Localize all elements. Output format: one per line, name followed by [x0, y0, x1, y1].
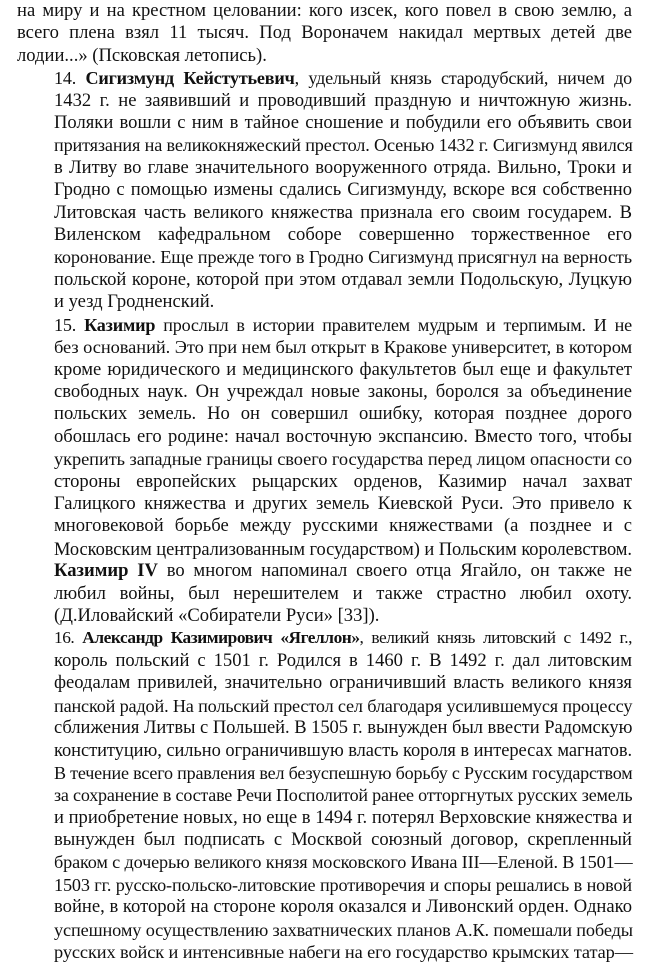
- text-line: [17, 224, 632, 246]
- text-line: [17, 829, 632, 851]
- text-line: [17, 941, 632, 963]
- paragraph-p-15: [17, 314, 632, 560]
- text-line: [17, 179, 632, 201]
- text-line: [17, 515, 632, 537]
- bold-name: Александр Казимирович «Ягеллон»: [82, 628, 360, 648]
- text-run: 1432 г. не заявивший и проводивший праздную и ничтожную жизнь.: [54, 89, 632, 111]
- text-line: [17, 403, 632, 425]
- text-line: [17, 90, 632, 112]
- text-run: В течение всего правления вел безуспешную борьбу с Русским государством: [54, 762, 633, 783]
- text-run: феодалам привилей, значительно ограничивший власть великого князя: [54, 672, 632, 694]
- text-line: [17, 919, 632, 941]
- text-line: [17, 739, 632, 761]
- text-run: коронование. Еще прежде того в Гродно Сигизмунд присягнул на верность: [54, 247, 632, 268]
- bold-name: Сигизмунд Кейстутьевич: [85, 68, 295, 89]
- text-run: панской радой. На польский престол сел благодаря усилившемуся процессу: [54, 695, 633, 716]
- text-line: [17, 851, 632, 873]
- text-line: [17, 695, 632, 717]
- text-line: [17, 359, 632, 381]
- text-line: [17, 0, 632, 22]
- text-line: [17, 538, 632, 560]
- text-line: [17, 650, 632, 672]
- text-run: сближения Литвы с Польшей. В 1505 г. вынужден был ввести Радомскую: [54, 718, 633, 738]
- text-run: король польский с 1501 г. Родился в 1460 г. В 1492 г. дал литовским: [54, 649, 632, 671]
- text-line: [17, 583, 632, 605]
- text-run: войне, в которой на стороне короля оказался и Ливонский орден. Однако: [54, 896, 632, 918]
- text-run: без оснований. Это при нем был открыт в Кракове университет, в котором: [54, 337, 633, 358]
- text-run: любил войны, был нерешителем и также страстно любил охоту.: [54, 582, 632, 604]
- text-run: 1503 гг. русско-польско-литовские противоречия и споры решались в новой: [54, 874, 632, 895]
- text-run: на миру и на крестном целовании: кого изсек, кого повел в свою землю, а: [17, 0, 632, 21]
- text-line: [17, 246, 632, 268]
- text-line: [17, 202, 632, 224]
- text-run: польских земель. Но он совершил ошибку, которая позднее дорого: [54, 403, 632, 425]
- text-run: , удельный князь стародубский, ничем до: [294, 68, 632, 89]
- text-line: [17, 426, 632, 448]
- text-run: всего плена взял 11 тысяч. Под Вороначем накидал мертвых детей две: [17, 22, 632, 44]
- text-run: 14.: [54, 68, 86, 89]
- text-run: Гродно с помощью измены сдались Сигизмунду, вскоре вся собственно: [54, 179, 632, 201]
- text-run: стороны европейских рыцарских орденов, Казимир начал захват: [54, 470, 632, 492]
- text-line: [17, 336, 632, 358]
- text-run: многовековой борьбе между русскими княжествами (а позднее и с: [54, 515, 632, 537]
- text-line: [17, 45, 632, 67]
- text-line: [17, 807, 632, 829]
- text-run: и уезд Гродненский.: [54, 291, 215, 313]
- paragraph-p-15b: [17, 560, 632, 627]
- text-run: русских войск и интенсивные набеги на его государство крымских татар—: [54, 942, 633, 963]
- text-run: и приобретение новых, но еще в 1494 г. потерял Верховские княжества и: [54, 806, 633, 828]
- text-run: конституцию, сильно ограничившую власть короля в интересах магнатов.: [54, 740, 633, 761]
- text-run: Литовская часть великого княжества признала его своим государем. В: [54, 201, 632, 223]
- text-run: кроме юридического и медицинского факультетов был еще и факультет: [54, 358, 632, 380]
- text-run: успешному осуществлению захватнических планов А.К. помешали победы: [54, 919, 633, 940]
- text-line: [17, 493, 632, 515]
- text-line: [17, 560, 632, 582]
- text-line: [17, 672, 632, 694]
- paragraph-p-14: [17, 67, 632, 313]
- text-run: обошлась его родине: начал восточную экспансию. Вместо того, чтобы: [54, 425, 632, 447]
- text-line: [17, 112, 632, 134]
- text-line: [17, 784, 632, 806]
- text-line: [17, 291, 632, 313]
- text-run: польской короне, которой при этом отдавал земли Подольскую, Луцкую: [54, 268, 632, 290]
- text-run: 16.: [54, 628, 83, 648]
- text-run: Поляки вошли с ним в тайное сношение и побудили его объявить свои: [54, 112, 632, 134]
- text-line: [17, 717, 632, 739]
- text-line: [17, 471, 632, 493]
- text-run: (Д.Иловайский «Собиратели Руси» [33]).: [54, 604, 380, 626]
- text-line: [17, 448, 632, 470]
- text-line: [17, 314, 632, 336]
- text-run: во многом напоминал своего отца Ягайло, он также не: [157, 560, 632, 582]
- text-line: [17, 157, 632, 179]
- text-line: [17, 381, 632, 403]
- text-run: Виленском кафедральном соборе совершенно торжественное его: [54, 224, 632, 246]
- text-line: [17, 22, 632, 44]
- text-line: [17, 627, 632, 649]
- bold-name: Казимир IV: [54, 560, 158, 582]
- text-run: притязания на великокняжеский престол. Осенью 1432 г. Сигизмунд явился: [54, 135, 633, 156]
- text-run: за сохранение в составе Речи Посполитой ранее отторгнутых русских земель: [54, 785, 633, 806]
- text-run: браком с дочерью великого князя московского Ивана III—Еленой. В 1501—: [54, 852, 633, 873]
- text-line: [17, 874, 632, 896]
- text-run: Галицкого княжества и других земель Киевской Руси. Это привело к: [54, 492, 632, 514]
- text-line: [17, 896, 632, 918]
- text-line: [17, 134, 632, 156]
- bold-name: Казимир: [84, 314, 156, 335]
- text-line: [17, 67, 632, 89]
- text-run: прослыл в истории правителем мудрым и терпимым. И не: [155, 314, 633, 335]
- text-run: , великий князь литовский с 1492 г.,: [359, 628, 632, 648]
- text-run: укрепить западные границы своего государства перед лицом опасности со: [54, 449, 632, 470]
- text-run: лодии...» (Псковская летопись).: [17, 44, 267, 66]
- text-run: в Литву во главе значительного вооруженного отряда. Вильно, Троки и: [54, 156, 632, 178]
- text-line: [17, 605, 632, 627]
- paragraph-p-16: [17, 627, 632, 963]
- text-run: вынужден был подписать с Москвой союзный договор, скрепленный: [54, 829, 632, 851]
- text-run: Московским централизованным государством) и Польским королевством.: [54, 538, 632, 559]
- paragraph-p-continuation: [17, 0, 632, 67]
- text-line: [17, 762, 632, 784]
- text-run: свободных наук. Он учреждал новые законы, боролся за объединение: [54, 380, 632, 402]
- text-line: [17, 269, 632, 291]
- text-run: 15.: [54, 314, 85, 335]
